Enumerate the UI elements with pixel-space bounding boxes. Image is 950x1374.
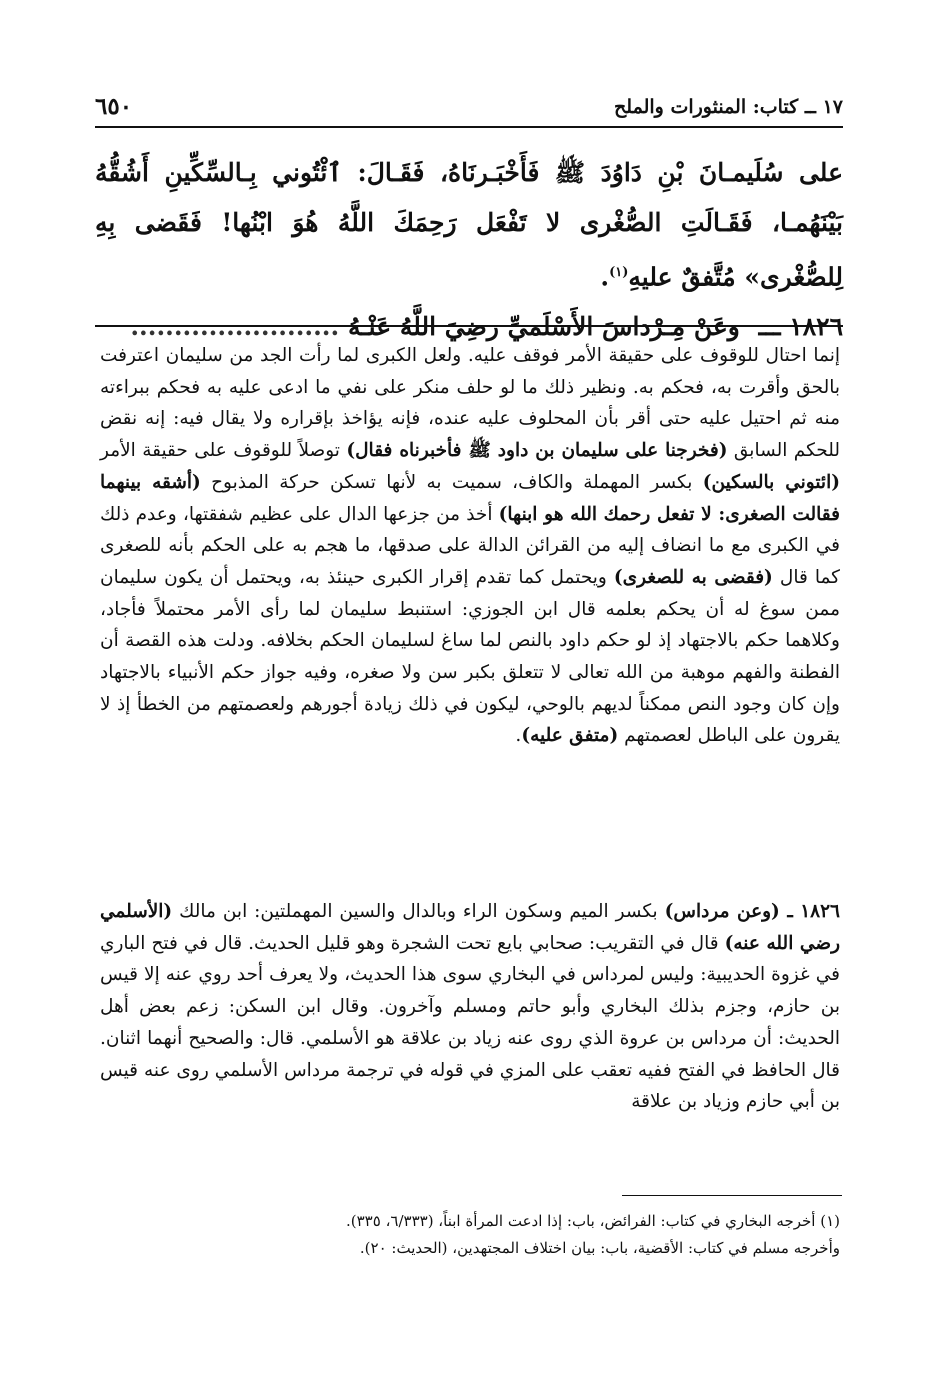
running-head <box>95 86 843 128</box>
next-hadith-text: وعَنْ مِـرْداسَ الأَسْلَميِّ رضِيَ اللَّهُ عَنْـهُ <box>347 312 740 342</box>
hadith-number: ١٨٢٦ ـــ <box>758 312 843 342</box>
commentary-quote: (متفق عليه) <box>521 725 619 747</box>
commentary-quote: (وعن مرداس) <box>664 901 780 922</box>
commentary-text: إنما احتال للوقوف على حقيقة الأمر فوقف عليه. ولعل الكبرى لما رأت الجد من سليمان اعترفت بالحق وأقرت به، فحكم به. ونظير ذلك ما لو حلف منكر على نفي ما ادعى عليه به فحكم ببراءته منه ثم احتيل عليه حتى أقر بأن المحلوف عليه عنده، فإنه يؤاخذ بإقراره ولا يقال فيه: إنه نقض للحكم السابق <box>100 345 840 462</box>
commentary-quote: (فقضى به للصغرى) <box>613 566 773 588</box>
commentary-text: ويحتمل كما تقدم إقرار الكبرى حينئذ به، ويحتمل أن يكون سليمان ممن سوغ له أن يحكم بعلمه قال ابن الجوزي: استنبط سليمان لما رأى الأمر محتملاً فأجاد، وكلاهما حكم بالاجتهاد إذ لو حكم داود بالنص لما ساغ لسليمان الحكم بخلافه. ودلت هذه القصة أن الفطنة والفهم موهبة من الله تعالى لا تتعلق بكبر سن ولا صغره، وفيه جواز حكم الأنبياء بالاجتهاد وإن كان وجود النص ممكناً لديهم بالوحي، ليكون في ذلك زيادة أجورهم ولعصمتهم من الخطأ إذ لا يقرون على الباطل لعصمتهم <box>100 566 840 747</box>
commentary-text: توصلاً للوقوف على حقيقة الأمر <box>100 440 347 462</box>
commentary-text: بكسر المهملة والكاف، سميت به لأنها تسكن حركة المذبوح <box>200 471 703 493</box>
footnote-mark: (١) <box>609 265 629 280</box>
page-number: ٦٥٠ <box>95 93 133 120</box>
commentary-text: قال في التقريب: صحابي بايع تحت الشجرة وهو قليل الحديث. قال في فتح الباري في غزوة الحديبية: وليس لمرداس في البخاري سوى هذا الحديث، ولا يعرف أحد روي عنه إلا قيس بن حازم، وجزم بذلك البخاري وأبو حاتم ومسلم وآخرون. وقال ابن السكن: زعم بعض أهل الحديث: أن مرداس بن عروة الذي روى عنه زياد بن علاقة هو الأسلمي. قال: والصحيح أنهما اثنان. قال الحافظ في الفتح ففيه تعقب على المزي في قوله في ترجمة مرداس الأسلمي روى عنه قيس بن أبي حازم وزياد بن علاقة <box>100 932 840 1113</box>
continuation-dots: ........................ <box>130 312 340 342</box>
hadith-text <box>95 148 843 352</box>
commentary-text: بكسر الميم وسكون الراء وبالدال والسين المهملتين: ابن مالك <box>172 901 665 922</box>
commentary-quote: (فخرجنا على سليمان بن داود ﷺ فأخبرناه فقال) <box>346 440 728 462</box>
commentary-quote: (الأسلمي رضي الله عنه) <box>100 901 840 954</box>
commentary-paragraph-1 <box>100 340 840 752</box>
footnote-divider <box>622 1195 842 1196</box>
section-title: ١٧ ــ كتاب: المنثورات والملح <box>614 96 843 118</box>
commentary-quote: (ائتوني بالسكين) <box>702 471 840 493</box>
commentary-number: ١٨٢٦ ـ <box>779 901 840 922</box>
commentary-paragraph-2 <box>100 896 840 1118</box>
footnotes <box>200 1208 840 1262</box>
main-divider <box>95 325 843 327</box>
hadith-text-part1: على سُلَيمـانَ بْنِ دَاوُدَ ﷺ فَأَخْبَـرنَاهُ، فَقَـالَ: ٱئْتُوني بِـالسِّكِّينِ أَشُقُّهُ بَيْنَهُمـا، فَقَـالَتِ الصُّغْرى لا تَفْعَل رَحِمَكَ اللَّهُ هُوَ ابْنُها! فَقَضى بِهِ لِلصُّغْرى» مُتَّفقٌ عليهِ <box>95 158 843 292</box>
footnote-1: (١) أخرجه البخاري في كتاب: الفرائض، باب: إذا ادعت المرأة ابناً، (٦/٣٣٣، ٣٣٥). <box>346 1212 840 1230</box>
commentary-text: أخذ من جزعها الدال على عظيم شفقتها، وعدم ذلك في الكبرى مع ما انضاف إليه من القرائن الدالة على صدقها، ما هجم به على الحكم بأنه للصغرى كما قال <box>100 503 840 588</box>
commentary-text: . <box>515 725 522 747</box>
hadith-text-part2: . <box>600 262 610 292</box>
footnote-1-continued: وأخرجه مسلم في كتاب: الأقضية، باب: بيان اختلاف المجتهدين، (الحديث: ٢٠). <box>359 1239 840 1257</box>
commentary-quote: (أشقه بينهما فقالت الصغرى: لا تفعل رحمك الله هو ابنها) <box>100 471 840 525</box>
